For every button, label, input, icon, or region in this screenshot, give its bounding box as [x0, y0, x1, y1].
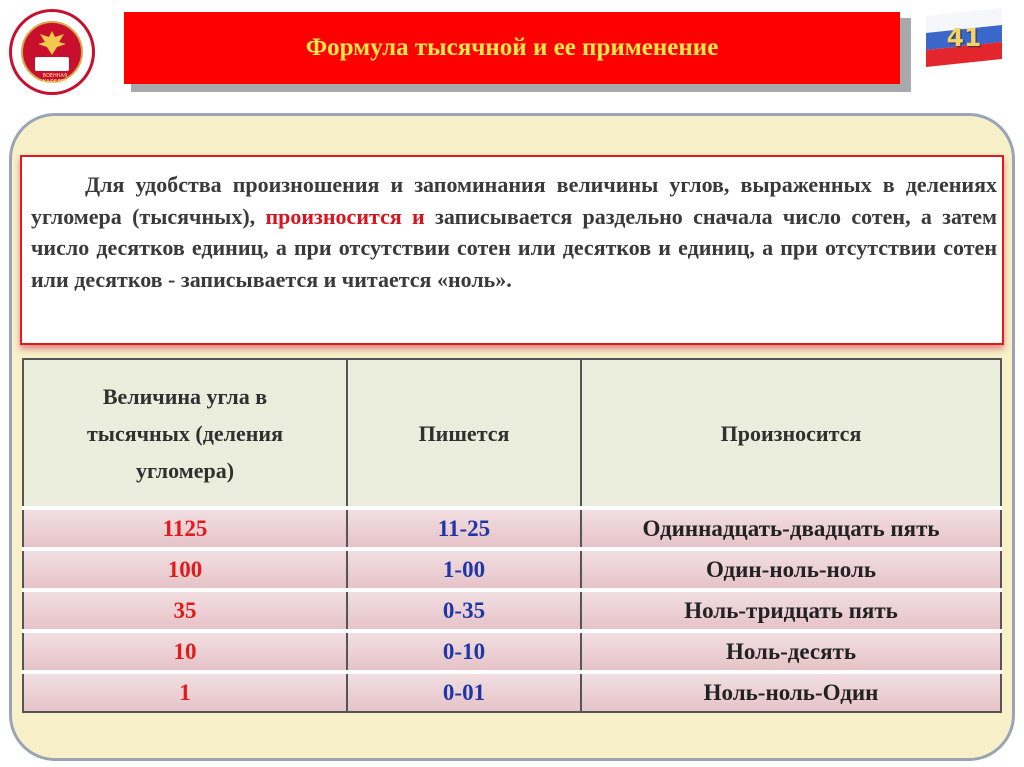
cell-value: 35: [23, 590, 347, 631]
definition-highlight: произносится и: [265, 203, 425, 229]
definition-part-1: Для удобства произношения и запоминания величины углов, выраженных в делениях угломера (тысячных),: [31, 172, 997, 229]
title-bar: [124, 12, 900, 84]
cell-written: 11-25: [347, 508, 581, 549]
cell-written: 1-00: [347, 549, 581, 590]
header-angle-line-2: тысячных (деления: [87, 420, 283, 446]
cell-spoken: Ноль-тридцать пять: [581, 590, 1001, 631]
cell-value: 10: [23, 631, 347, 672]
cell-written: 0-01: [347, 672, 581, 712]
cell-spoken: Одиннадцать-двадцать пять: [581, 508, 1001, 549]
page-title: Формула тысячной и ее применение: [305, 34, 719, 61]
table-row: [23, 508, 1001, 549]
book-icon: [35, 57, 69, 71]
table-row: [23, 590, 1001, 631]
cell-spoken: Ноль-десять: [581, 631, 1001, 672]
cell-spoken: Ноль-ноль-Один: [581, 672, 1001, 712]
header-angle-line-1: Величина угла в: [102, 383, 268, 409]
slide-number: 41: [946, 23, 982, 52]
cell-value: 1: [23, 672, 347, 712]
definition-part-3: записывается раздельно сначала число сотен, а затем число десятков единиц, а при отсутствии сотен или десятков и единиц, а при отсутствии сотен или десятков - записывается и читается «ноль».: [31, 203, 997, 292]
definition-box: [20, 155, 1004, 345]
header-written: Пишется: [347, 359, 581, 508]
table-header-row: [23, 359, 1001, 508]
cell-spoken: Один-ноль-ноль: [581, 549, 1001, 590]
eagle-icon: [36, 29, 68, 57]
academy-emblem-icon: [9, 9, 95, 95]
cell-value: 1125: [23, 508, 347, 549]
header-angle-value: [23, 359, 347, 508]
slide-number-badge: [926, 12, 1002, 64]
cell-written: 0-10: [347, 631, 581, 672]
definition-text: [31, 169, 997, 295]
table-row: [23, 549, 1001, 590]
emblem-inner-circle: [21, 21, 83, 83]
header-angle-line-3: угломера): [135, 457, 235, 483]
emblem-text: ВОЕННАЯ КАФЕДРА: [42, 73, 68, 85]
header-spoken: Произносится: [581, 359, 1001, 508]
angle-table: [22, 358, 1002, 713]
cell-written: 0-35: [347, 590, 581, 631]
table-row: [23, 672, 1001, 712]
table-row: [23, 631, 1001, 672]
cell-value: 100: [23, 549, 347, 590]
